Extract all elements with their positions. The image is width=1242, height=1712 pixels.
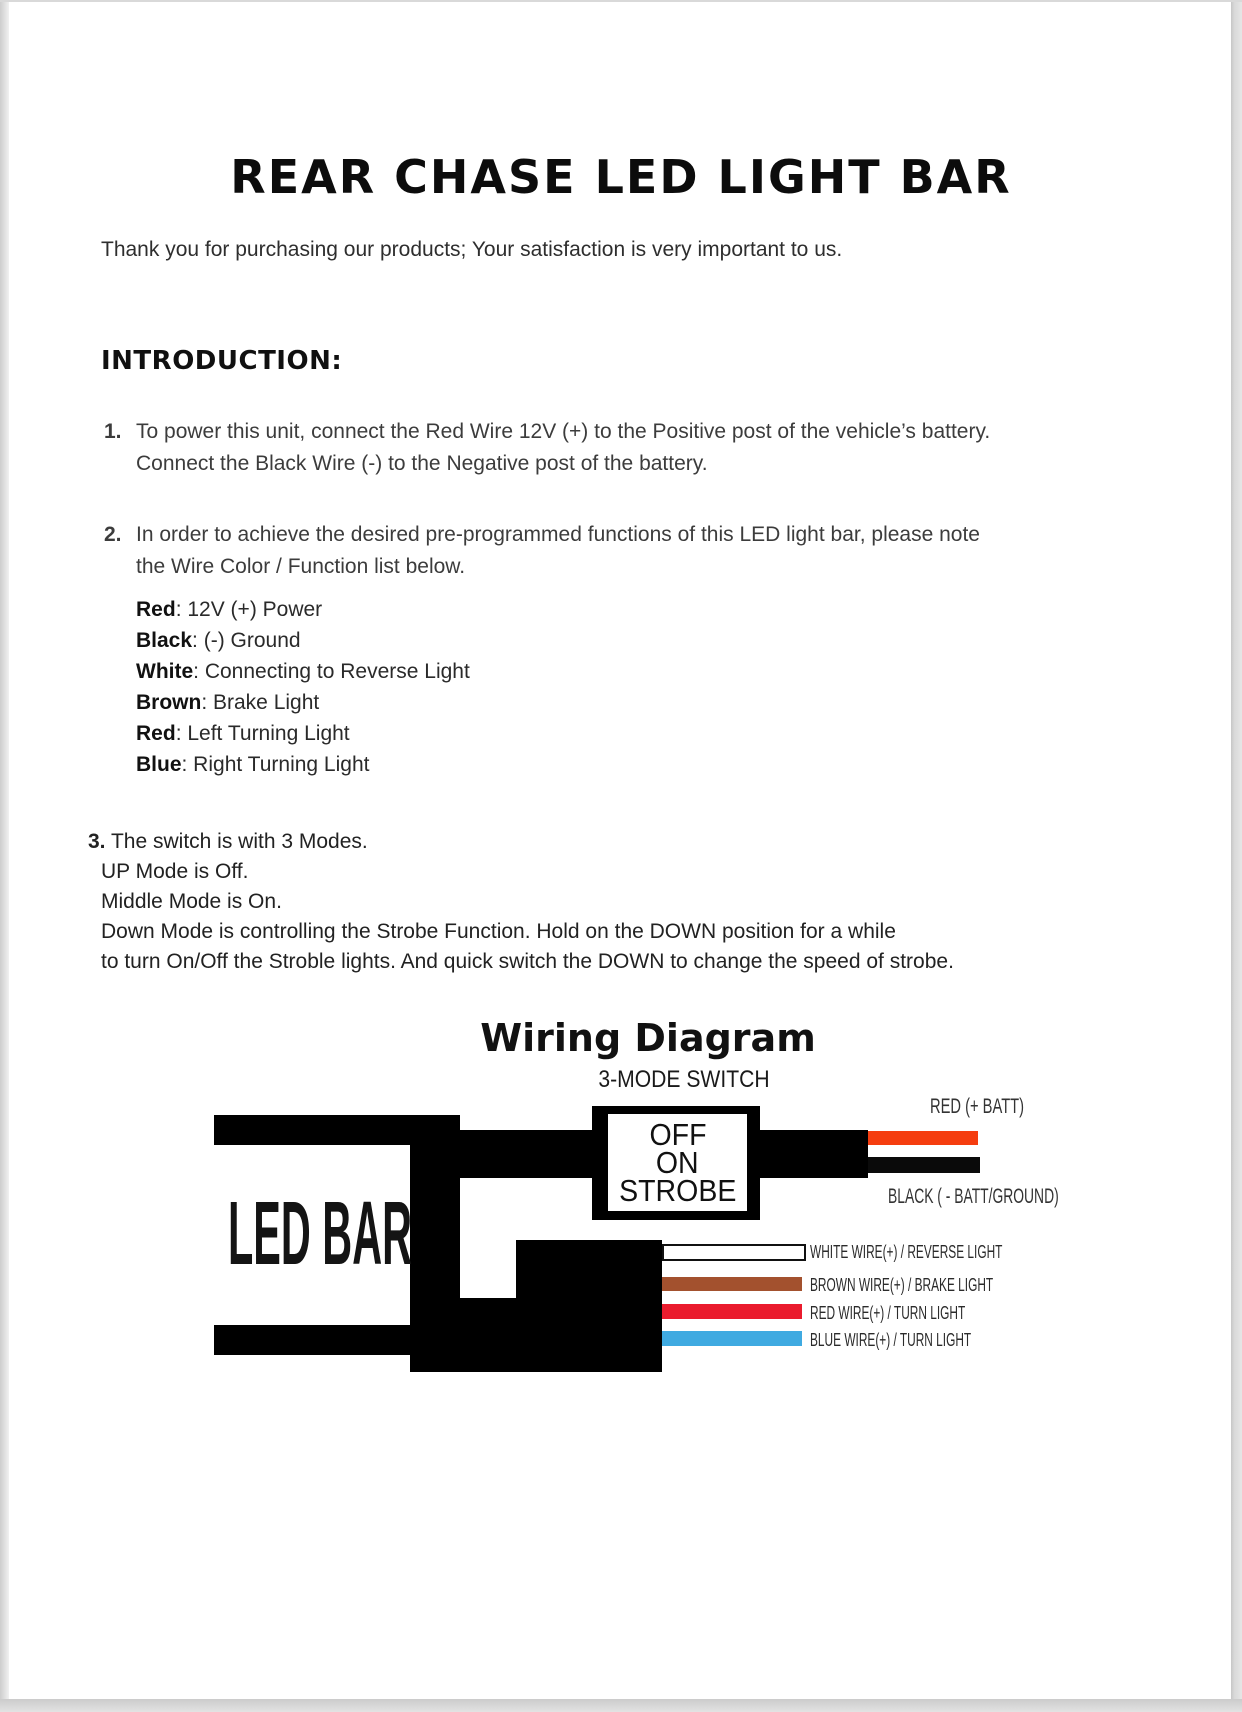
wire-function-row — [136, 625, 470, 656]
item2-text — [136, 519, 980, 583]
wire-function-row — [136, 594, 470, 625]
blue-turn-wire — [662, 1331, 802, 1346]
wire-color-name: White — [136, 660, 194, 683]
lower-harness-block — [516, 1240, 662, 1372]
wire-function-row — [136, 656, 470, 687]
item2-line2: the Wire Color / Function list below. — [136, 555, 466, 578]
switch-title: 3-MODE SWITCH — [598, 1066, 770, 1093]
item3-line4: Down Mode is controlling the Strobe Function. Hold on the DOWN position for a while — [101, 920, 896, 943]
three-mode-switch-box — [592, 1106, 760, 1220]
red-battery-label: RED (+ BATT) — [930, 1095, 1025, 1118]
item1-line1: To power this unit, connect the Red Wire 12V (+) to the Positive post of the vehicle’s battery. — [136, 420, 991, 443]
black-ground-wire — [868, 1157, 980, 1173]
wire-color-name: Red — [136, 722, 176, 745]
led-bar-bottom-bar — [214, 1325, 460, 1355]
wire-color-name: Red — [136, 598, 176, 621]
switch-mode-on: ON — [656, 1144, 699, 1180]
page-edge-top — [0, 0, 1242, 2]
item3-line1: 3. The switch is with 3 Modes. — [88, 830, 368, 853]
wire-function-desc: : (-) Ground — [192, 629, 301, 652]
item3-line2: UP Mode is Off. — [101, 860, 249, 883]
wire-function-desc: : Brake Light — [201, 691, 320, 714]
item1-line2: Connect the Black Wire (-) to the Negative post of the battery. — [136, 452, 708, 475]
red-turn-wire — [662, 1304, 802, 1319]
wire-function-list — [136, 594, 470, 780]
introduction-heading: INTRODUCTION: — [101, 346, 343, 376]
item3-number: 3. — [88, 830, 106, 853]
page-edge-bottom — [0, 1699, 1242, 1712]
white-reverse-label: WHITE WIRE(+) / REVERSE LIGHT — [810, 1242, 1003, 1262]
item3-line5: to turn On/Off the Stroble lights. And quick switch the DOWN to change the speed of strobe. — [101, 950, 954, 973]
switch-mode-panel — [608, 1114, 747, 1211]
item2-number: 2. — [104, 523, 122, 546]
item1-number: 1. — [104, 420, 122, 443]
switch-mode-off: OFF — [648, 1116, 707, 1152]
brown-brake-wire — [662, 1277, 802, 1291]
wire-function-desc: : Connecting to Reverse Light — [193, 660, 470, 683]
red-turn-label: RED WIRE(+) / TURN LIGHT — [810, 1303, 966, 1323]
document-title: REAR CHASE LED LIGHT BAR — [230, 150, 1012, 204]
wire-color-name: Brown — [136, 691, 202, 714]
brown-brake-label: BROWN WIRE(+) / BRAKE LIGHT — [810, 1275, 994, 1295]
led-bar-label: LED BAR — [228, 1184, 412, 1284]
blue-turn-label: BLUE WIRE(+) / TURN LIGHT — [810, 1330, 972, 1350]
wire-function-desc: : Right Turning Light — [181, 753, 370, 776]
wire-color-name: Black — [136, 629, 193, 652]
wire-function-row — [136, 749, 470, 780]
page-edge-left — [0, 0, 9, 1712]
wire-function-desc: : 12V (+) Power — [175, 598, 323, 621]
black-ground-label: BLACK ( - BATT/GROUND) — [888, 1185, 1059, 1208]
page-edge-right — [1231, 0, 1242, 1712]
wire-function-row — [136, 687, 470, 718]
item1-text — [136, 416, 990, 480]
wire-color-name: Blue — [136, 753, 182, 776]
red-battery-wire — [868, 1131, 978, 1145]
switch-mode-strobe: STROBE — [618, 1172, 737, 1208]
greeting-text: Thank you for purchasing our products; Your satisfaction is very important to us. — [101, 238, 843, 261]
wire-function-desc: : Left Turning Light — [175, 722, 350, 745]
wire-function-row — [136, 718, 470, 749]
item2-line1: In order to achieve the desired pre-programmed functions of this LED light bar, please note — [136, 523, 980, 546]
item3-line3: Middle Mode is On. — [101, 890, 282, 913]
item3-text — [88, 827, 954, 977]
white-reverse-wire — [662, 1244, 806, 1261]
wiring-diagram-title: Wiring Diagram — [480, 1016, 816, 1060]
